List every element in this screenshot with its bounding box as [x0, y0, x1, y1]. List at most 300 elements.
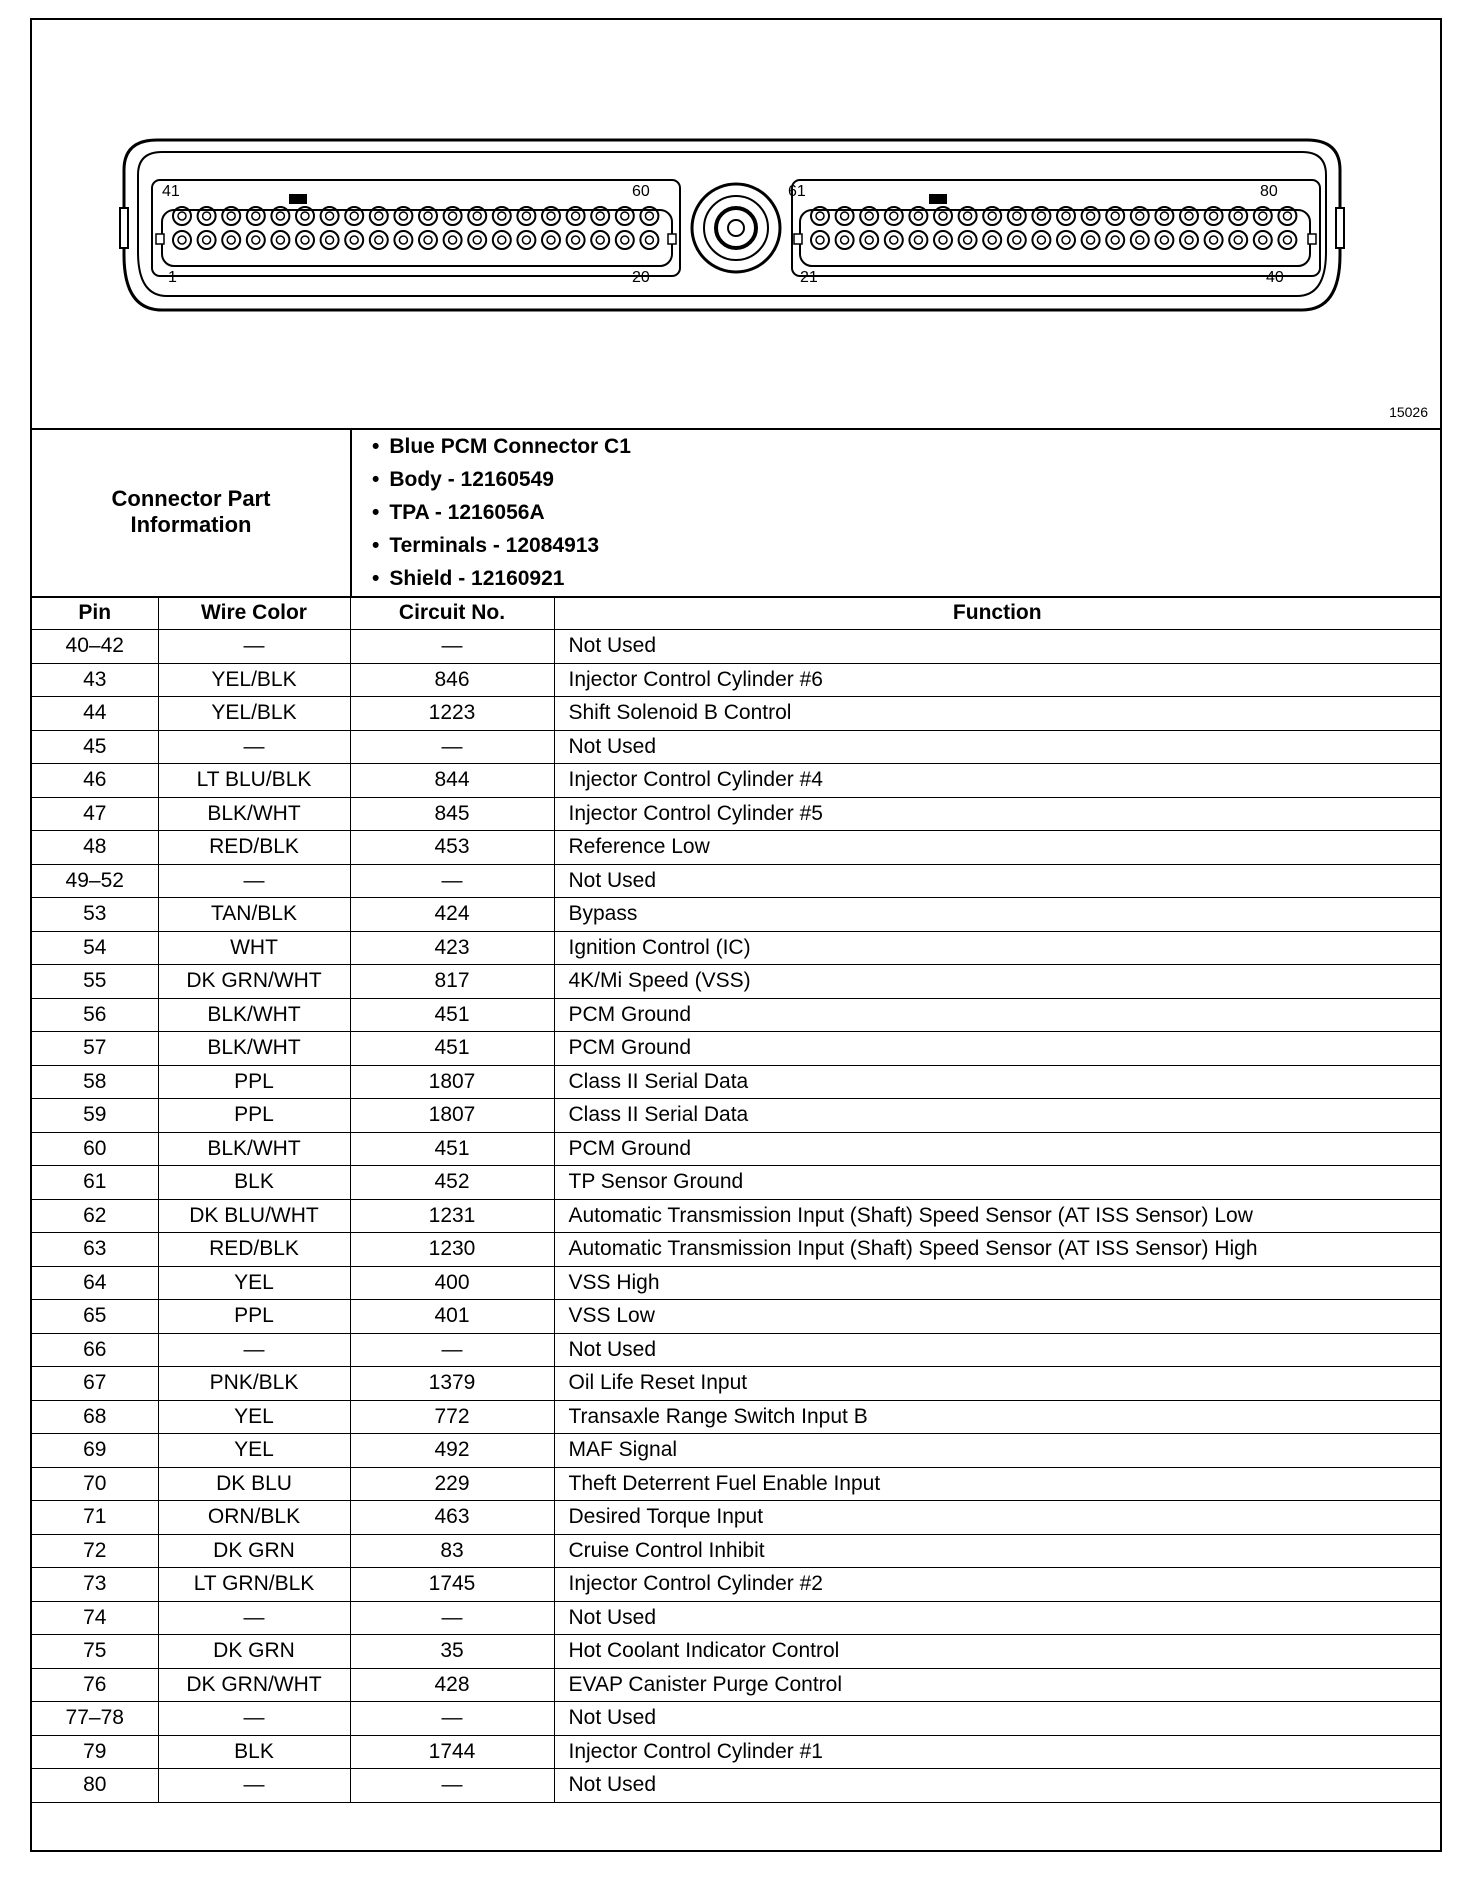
cell-function: VSS Low [554, 1300, 1440, 1334]
table-row [32, 1568, 1440, 1602]
pin-socket-core [596, 236, 604, 244]
cell-pin: 66 [32, 1333, 158, 1367]
cell-function: Oil Life Reset Input [554, 1367, 1440, 1401]
pin-socket [1229, 231, 1247, 249]
pin-socket-core [1259, 236, 1267, 244]
pin-socket [934, 231, 952, 249]
cell-wire-color: BLK [158, 1735, 350, 1769]
connector-part-info-label: Connector Part Information [32, 428, 352, 596]
table-row [32, 1735, 1440, 1769]
table-row [32, 730, 1440, 764]
pin-socket-core [178, 236, 186, 244]
pin-socket [271, 231, 289, 249]
cell-pin: 58 [32, 1065, 158, 1099]
cell-function: Not Used [554, 730, 1440, 764]
cell-circuit-no: 844 [350, 764, 554, 798]
cell-circuit-no: 846 [350, 663, 554, 697]
cell-circuit-no: 428 [350, 1668, 554, 1702]
cell-function: Not Used [554, 630, 1440, 664]
table-row [32, 1635, 1440, 1669]
cell-wire-color: — [158, 864, 350, 898]
pin-socket-core [964, 236, 972, 244]
cell-wire-color: DK BLU [158, 1467, 350, 1501]
cell-wire-color: DK GRN/WHT [158, 1668, 350, 1702]
cell-wire-color: BLK/WHT [158, 797, 350, 831]
pin-socket [1008, 231, 1026, 249]
cell-function: Theft Deterrent Fuel Enable Input [554, 1467, 1440, 1501]
cell-pin: 49–52 [32, 864, 158, 898]
pin-socket [1205, 231, 1223, 249]
left-pin-cavity [162, 210, 672, 266]
table-row [32, 1065, 1440, 1099]
cell-wire-color: YEL [158, 1434, 350, 1468]
table-row [32, 1601, 1440, 1635]
right-latch [1336, 208, 1344, 248]
pin-socket [394, 231, 412, 249]
left-keyway-2 [668, 234, 676, 244]
part-item-tpa: • TPA - 1216056A [372, 496, 631, 529]
connector-part-list [372, 430, 631, 595]
pin-socket [860, 231, 878, 249]
cell-circuit-no: 1807 [350, 1099, 554, 1133]
cell-function: Shift Solenoid B Control [554, 697, 1440, 731]
pin-socket-core [1062, 212, 1070, 220]
cell-circuit-no: 400 [350, 1266, 554, 1300]
cell-pin: 47 [32, 797, 158, 831]
center-bolt-core [728, 220, 744, 236]
table-row [32, 998, 1440, 1032]
left-key-marker [289, 194, 307, 204]
table-row [32, 1702, 1440, 1736]
pin-socket-core [350, 236, 358, 244]
cell-pin: 55 [32, 965, 158, 999]
pin-socket [321, 231, 339, 249]
cell-pin: 79 [32, 1735, 158, 1769]
cell-circuit-no: 1231 [350, 1199, 554, 1233]
pin-label-1: 1 [168, 269, 177, 286]
pin-socket-core [1283, 212, 1291, 220]
cell-function: Class II Serial Data [554, 1099, 1440, 1133]
pin-socket [1057, 231, 1075, 249]
pin-socket-core [1210, 212, 1218, 220]
cell-circuit-no: 83 [350, 1534, 554, 1568]
pin-socket-core [522, 212, 530, 220]
cell-wire-color: PPL [158, 1065, 350, 1099]
cell-circuit-no: 453 [350, 831, 554, 865]
pin-socket-core [326, 236, 334, 244]
cell-wire-color: TAN/BLK [158, 898, 350, 932]
cell-pin: 68 [32, 1400, 158, 1434]
cell-circuit-no: — [350, 730, 554, 764]
table-row [32, 1434, 1440, 1468]
cell-circuit-no: 451 [350, 998, 554, 1032]
cell-function: Ignition Control (IC) [554, 931, 1440, 965]
table-row [32, 663, 1440, 697]
pin-socket [885, 231, 903, 249]
cell-circuit-no: — [350, 630, 554, 664]
pin-socket [198, 231, 216, 249]
cell-pin: 74 [32, 1601, 158, 1635]
cell-function: Injector Control Cylinder #4 [554, 764, 1440, 798]
pin-socket-core [1234, 236, 1242, 244]
cell-pin: 65 [32, 1300, 158, 1334]
right-pin-block [792, 180, 1320, 276]
cell-wire-color: YEL/BLK [158, 663, 350, 697]
cell-wire-color: LT GRN/BLK [158, 1568, 350, 1602]
cell-pin: 69 [32, 1434, 158, 1468]
cell-function: Bypass [554, 898, 1440, 932]
pin-socket-core [1087, 236, 1095, 244]
pin-socket [591, 231, 609, 249]
cell-circuit-no: 229 [350, 1467, 554, 1501]
cell-wire-color: RED/BLK [158, 1233, 350, 1267]
pin-socket-core [326, 212, 334, 220]
pin-socket-core [1259, 212, 1267, 220]
pin-socket-core [227, 212, 235, 220]
cell-circuit-no: 1230 [350, 1233, 554, 1267]
cell-pin: 64 [32, 1266, 158, 1300]
cell-pin: 43 [32, 663, 158, 697]
cell-wire-color: ORN/BLK [158, 1501, 350, 1535]
table-row [32, 931, 1440, 965]
cell-circuit-no: 35 [350, 1635, 554, 1669]
pin-socket-core [1037, 212, 1045, 220]
cell-function: EVAP Canister Purge Control [554, 1668, 1440, 1702]
pin-socket-core [1283, 236, 1291, 244]
pin-socket [1155, 231, 1173, 249]
center-bolt-inner [716, 208, 756, 248]
pin-socket [1032, 231, 1050, 249]
pin-socket [836, 231, 854, 249]
cell-wire-color: BLK/WHT [158, 998, 350, 1032]
table-row [32, 1233, 1440, 1267]
table-row [32, 1300, 1440, 1334]
pin-socket-core [890, 236, 898, 244]
table-row [32, 1668, 1440, 1702]
cell-circuit-no: 451 [350, 1032, 554, 1066]
pin-socket-core [890, 212, 898, 220]
cell-circuit-no: 452 [350, 1166, 554, 1200]
pin-socket-core [1136, 236, 1144, 244]
cell-wire-color: YEL [158, 1266, 350, 1300]
cell-circuit-no: 1379 [350, 1367, 554, 1401]
pin-socket-core [939, 212, 947, 220]
cell-pin: 75 [32, 1635, 158, 1669]
pin-socket-core [621, 236, 629, 244]
pin-socket [468, 231, 486, 249]
cell-circuit-no: 492 [350, 1434, 554, 1468]
cell-pin: 67 [32, 1367, 158, 1401]
pin-socket-core [1185, 236, 1193, 244]
cell-circuit-no: 1807 [350, 1065, 554, 1099]
cell-function: Not Used [554, 1769, 1440, 1803]
cell-pin: 44 [32, 697, 158, 731]
cell-circuit-no: 1223 [350, 697, 554, 731]
left-keyway [156, 234, 164, 244]
cell-circuit-no: 451 [350, 1132, 554, 1166]
cell-wire-color: BLK/WHT [158, 1032, 350, 1066]
cell-circuit-no: 845 [350, 797, 554, 831]
pin-socket [1082, 231, 1100, 249]
cell-pin: 70 [32, 1467, 158, 1501]
cell-circuit-no: — [350, 864, 554, 898]
cell-wire-color: DK GRN/WHT [158, 965, 350, 999]
pin-socket-core [645, 236, 653, 244]
cell-function: TP Sensor Ground [554, 1166, 1440, 1200]
cell-pin: 56 [32, 998, 158, 1032]
pin-socket-core [1234, 212, 1242, 220]
cell-wire-color: WHT [158, 931, 350, 965]
cell-function: Injector Control Cylinder #5 [554, 797, 1440, 831]
table-row [32, 864, 1440, 898]
table-row [32, 831, 1440, 865]
cell-function: Class II Serial Data [554, 1065, 1440, 1099]
part-item-terminals: • Terminals - 12084913 [372, 529, 631, 562]
pin-socket-core [399, 236, 407, 244]
cell-circuit-no: — [350, 1601, 554, 1635]
cell-pin: 60 [32, 1132, 158, 1166]
figure-id: 15026 [1389, 404, 1428, 420]
pin-socket-core [252, 236, 260, 244]
cell-wire-color: — [158, 1333, 350, 1367]
pin-socket-core [939, 236, 947, 244]
pin-socket-core [473, 236, 481, 244]
cell-pin: 57 [32, 1032, 158, 1066]
pin-label-20: 20 [632, 269, 650, 286]
pin-socket [959, 231, 977, 249]
pin-socket-core [424, 212, 432, 220]
pin-socket-core [1185, 212, 1193, 220]
table-row [32, 1199, 1440, 1233]
pin-socket [345, 231, 363, 249]
pin-label-40: 40 [1266, 269, 1284, 286]
pin-socket-core [572, 212, 580, 220]
part-item-connector: • Blue PCM Connector C1 [372, 430, 631, 463]
cell-function: Reference Low [554, 831, 1440, 865]
table-row [32, 697, 1440, 731]
center-bolt-ring [704, 196, 768, 260]
pin-socket-core [473, 212, 481, 220]
pin-socket-core [276, 212, 284, 220]
right-pin-rows [811, 207, 1296, 249]
pin-label-80: 80 [1260, 183, 1278, 200]
cell-pin: 63 [32, 1233, 158, 1267]
pin-socket-core [1160, 212, 1168, 220]
cell-function: Automatic Transmission Input (Shaft) Speed Sensor (AT ISS Sensor) Low [554, 1199, 1440, 1233]
pin-socket-core [203, 212, 211, 220]
right-pin-cavity [800, 210, 1310, 266]
cell-function: 4K/Mi Speed (VSS) [554, 965, 1440, 999]
pin-socket-core [1013, 236, 1021, 244]
pin-socket-core [178, 212, 186, 220]
cell-circuit-no: — [350, 1702, 554, 1736]
cell-function: Transaxle Range Switch Input B [554, 1400, 1440, 1434]
cell-pin: 40–42 [32, 630, 158, 664]
pin-socket-core [1136, 212, 1144, 220]
table-row [32, 1501, 1440, 1535]
part-item-body: • Body - 12160549 [372, 463, 631, 496]
pin-socket-core [841, 212, 849, 220]
pin-socket-core [914, 212, 922, 220]
cell-circuit-no: — [350, 1769, 554, 1803]
cell-circuit-no: 1744 [350, 1735, 554, 1769]
cell-pin: 77–78 [32, 1702, 158, 1736]
table-row [32, 1467, 1440, 1501]
cell-circuit-no: — [350, 1333, 554, 1367]
cell-wire-color: — [158, 730, 350, 764]
cell-pin: 72 [32, 1534, 158, 1568]
connector-face-drawing [32, 20, 1440, 428]
cell-wire-color: LT BLU/BLK [158, 764, 350, 798]
cell-wire-color: YEL [158, 1400, 350, 1434]
pin-socket-core [816, 212, 824, 220]
pin-socket [296, 231, 314, 249]
cell-circuit-no: 401 [350, 1300, 554, 1334]
header-circuit-no: Circuit No. [350, 596, 554, 630]
right-keyway [794, 234, 802, 244]
pin-socket-core [449, 212, 457, 220]
cell-circuit-no: 1745 [350, 1568, 554, 1602]
pin-socket [1106, 231, 1124, 249]
pin-socket-core [1111, 236, 1119, 244]
pin-socket-core [350, 212, 358, 220]
pin-socket [1131, 231, 1149, 249]
cell-circuit-no: 772 [350, 1400, 554, 1434]
pin-socket [567, 231, 585, 249]
cell-wire-color: — [158, 630, 350, 664]
cell-pin: 76 [32, 1668, 158, 1702]
table-row [32, 1032, 1440, 1066]
table-row [32, 1132, 1440, 1166]
table-row [32, 1333, 1440, 1367]
cell-wire-color: PNK/BLK [158, 1367, 350, 1401]
cell-pin: 48 [32, 831, 158, 865]
cell-pin: 80 [32, 1769, 158, 1803]
cell-wire-color: — [158, 1601, 350, 1635]
cell-pin: 46 [32, 764, 158, 798]
pin-socket-core [964, 212, 972, 220]
pin-socket-core [1160, 236, 1168, 244]
pin-socket-core [988, 212, 996, 220]
left-latch [120, 208, 128, 248]
pin-socket-core [572, 236, 580, 244]
cell-function: PCM Ground [554, 1132, 1440, 1166]
cell-wire-color: — [158, 1769, 350, 1803]
housing-inner [138, 152, 1326, 296]
pin-socket-core [547, 236, 555, 244]
pin-socket-core [449, 236, 457, 244]
cell-pin: 61 [32, 1166, 158, 1200]
pin-socket-core [375, 212, 383, 220]
pin-socket-core [399, 212, 407, 220]
pin-socket [640, 231, 658, 249]
pin-socket [1180, 231, 1198, 249]
pin-socket [419, 231, 437, 249]
pin-label-41: 41 [162, 183, 180, 200]
pin-socket-core [1087, 212, 1095, 220]
pin-socket [247, 231, 265, 249]
cell-function: Injector Control Cylinder #1 [554, 1735, 1440, 1769]
pin-socket-core [227, 236, 235, 244]
pin-socket-core [276, 236, 284, 244]
pin-socket [370, 231, 388, 249]
right-key-marker [929, 194, 947, 204]
table-header-row [32, 596, 1440, 630]
table-row [32, 630, 1440, 664]
pin-socket-core [816, 236, 824, 244]
pin-socket-core [301, 212, 309, 220]
pin-socket-core [375, 236, 383, 244]
cell-function: Not Used [554, 1333, 1440, 1367]
table-row [32, 965, 1440, 999]
pin-socket-core [1037, 236, 1045, 244]
cell-function: Automatic Transmission Input (Shaft) Speed Sensor (AT ISS Sensor) High [554, 1233, 1440, 1267]
pin-socket-core [522, 236, 530, 244]
pin-socket-core [988, 236, 996, 244]
table-row [32, 1534, 1440, 1568]
connector-diagram [32, 20, 1440, 430]
cell-wire-color: DK GRN [158, 1534, 350, 1568]
part-item-shield: • Shield - 12160921 [372, 562, 631, 595]
pin-socket [811, 231, 829, 249]
table-row [32, 1367, 1440, 1401]
table-row [32, 764, 1440, 798]
pin-socket-core [865, 236, 873, 244]
cell-pin: 54 [32, 931, 158, 965]
pin-socket-core [547, 212, 555, 220]
pin-socket-core [841, 236, 849, 244]
connector-sheet [30, 18, 1442, 1852]
left-pin-rows [173, 207, 658, 249]
table-row [32, 1266, 1440, 1300]
pin-socket-core [301, 236, 309, 244]
cell-wire-color: RED/BLK [158, 831, 350, 865]
table-row [32, 1166, 1440, 1200]
pin-socket-core [1062, 236, 1070, 244]
left-pin-block [152, 180, 680, 276]
pin-socket-core [498, 212, 506, 220]
pin-socket-core [914, 236, 922, 244]
cell-circuit-no: 423 [350, 931, 554, 965]
cell-wire-color: DK GRN [158, 1635, 350, 1669]
cell-wire-color: DK BLU/WHT [158, 1199, 350, 1233]
cell-circuit-no: 817 [350, 965, 554, 999]
pin-socket-core [1013, 212, 1021, 220]
connector-part-info [32, 428, 1440, 598]
header-function: Function [554, 596, 1440, 630]
cell-wire-color: — [158, 1702, 350, 1736]
table-row [32, 797, 1440, 831]
pin-socket-core [596, 212, 604, 220]
cell-function: Not Used [554, 864, 1440, 898]
cell-function: PCM Ground [554, 1032, 1440, 1066]
pin-socket [493, 231, 511, 249]
cell-function: Desired Torque Input [554, 1501, 1440, 1535]
right-keyway-2 [1308, 234, 1316, 244]
pin-socket [542, 231, 560, 249]
cell-function: VSS High [554, 1266, 1440, 1300]
cell-function: Injector Control Cylinder #6 [554, 663, 1440, 697]
pin-socket [173, 231, 191, 249]
pin-label-61: 61 [788, 183, 806, 200]
pin-socket [222, 231, 240, 249]
table-row [32, 1099, 1440, 1133]
pin-socket-core [252, 212, 260, 220]
pin-socket [1278, 231, 1296, 249]
cell-function: Cruise Control Inhibit [554, 1534, 1440, 1568]
pin-socket [909, 231, 927, 249]
pin-socket-core [203, 236, 211, 244]
